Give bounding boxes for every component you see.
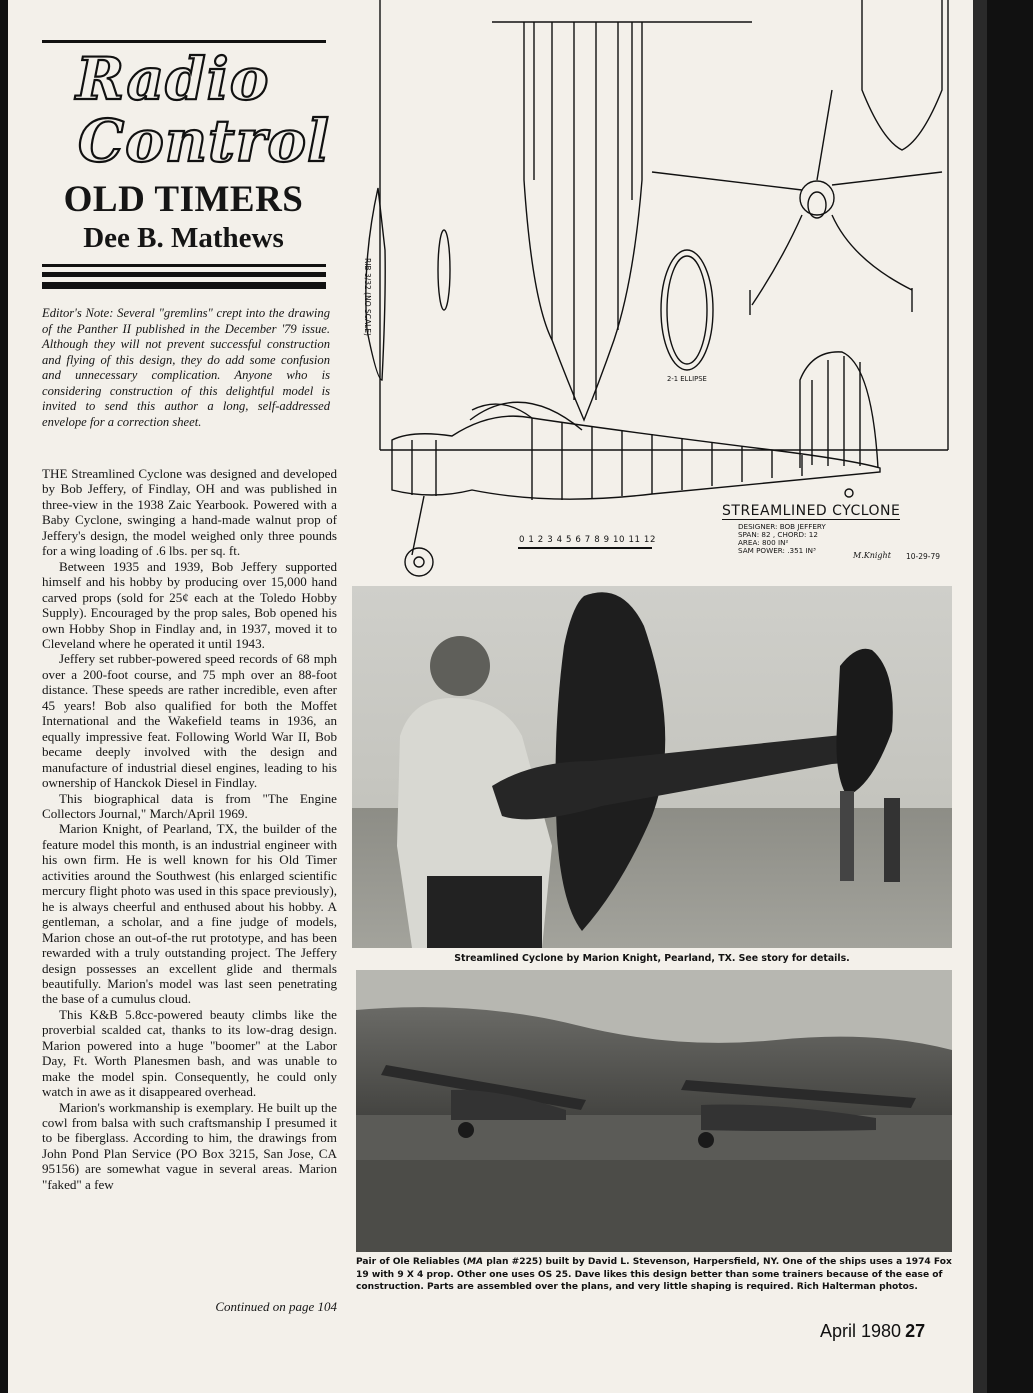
header-rule-top <box>42 40 326 43</box>
plan-spec-designer: DESIGNER: BOB JEFFERY <box>738 522 826 531</box>
photo2-caption-pre: Pair of Ole Reliables ( <box>356 1257 467 1267</box>
author-byline: Dee B. Mathews <box>83 222 284 254</box>
footer-date: April 1980 <box>820 1321 902 1341</box>
plan-ellipse-label: 2-1 ELLIPSE <box>667 375 707 383</box>
plan-spec-span: SPAN: 82 , CHORD: 12 <box>738 530 818 539</box>
plan-spec-power: SAM POWER: .351 IN³ <box>738 546 816 555</box>
header-rule-1 <box>42 264 326 267</box>
photo-ole-reliables <box>356 970 952 1252</box>
plan-signature: M.Knight <box>853 551 891 560</box>
plan-date: 10-29-79 <box>906 552 941 561</box>
photo2-caption-post: plan #225) built by David L. Stevenson, Harpersfield, NY. One of the ships uses a 1974 Fox 19 with 9 X 4 prop. Other one uses OS 25. Dave likes this design better than some trainers because of the ease of construction. Parts are assembled over the plans, and very little shaping is required. Rich Halterman photos. <box>356 1257 952 1293</box>
plan-rib-label: RIB 3/32 (NO SCALE) <box>363 258 372 336</box>
photo-streamlined-cyclone <box>352 586 952 948</box>
article-paragraph: THE Streamlined Cyclone was designed and developed by Bob Jeffery, of Findlay, OH and was published in three-view in the 1938 Zaic Yearbook. Powered with a Baby Cyclone, swinging a hand-made walnut prop of Jeffery's design, the model weighed only three pounds for a wing loading of .6 lbs. per sq. ft. <box>42 466 337 559</box>
plan-scale-label: 0 1 2 3 4 5 6 7 8 9 10 11 12 <box>519 535 657 545</box>
page-footer <box>820 1321 925 1342</box>
editors-note: Editor's Note: Several "gremlins" crept into the drawing of the Panther II published in the December '79 issue. Although they will not prevent successful construction and flying of this design, they do add some confusion and unnecessary complication. Anyone who is considering construction of this delightful model is invited to send this author a long, self-addressed envelope for a correction sheet. <box>42 306 330 429</box>
header-rule-2 <box>42 272 326 277</box>
scan-edge-right <box>973 0 1033 1393</box>
logo-title-control: Control <box>78 107 331 175</box>
logo-title-radio: Radio <box>76 45 270 113</box>
article-paragraph: This K&B 5.8cc-powered beauty climbs like the proverbial scalded cat, thanks to its low-drag design. Marion powered into a huge "boomer" at the Labor Day, Ft. Worth Planesmen bash, and was unable to make the model spin. Consequently, he could only watch in awe as it disappeared overhead. <box>42 1006 337 1100</box>
header-rule-3 <box>42 282 326 289</box>
page-number: 27 <box>905 1321 926 1341</box>
article-body <box>42 466 337 1316</box>
column-subtitle: OLD TIMERS <box>63 179 304 220</box>
column-logo <box>36 45 331 175</box>
photo2-caption-italic: MA <box>466 1257 484 1267</box>
plan-title: STREAMLINED CYCLONE <box>722 503 901 519</box>
photo1-caption: Streamlined Cyclone by Marion Knight, Pearland, TX. See story for details. <box>454 953 850 964</box>
article-paragraph: Marion Knight, of Pearland, TX, the builder of the feature model this month, is an industrial engineer with his own firm. He is well known for his Old Timer activities around the Southwest (his enlarged scientific mercury flight photo was used in this space previously), he is always cheerful and enthused about his hobby. A gentleman, a scholar, and a fine judge of models, Marion chose an out-of-the rut prototype, and has been rewarded with a truly outstanding project. The Jeffery design possesses an excellent glide and thermals beautifully. Marion's model was last seen penetrating the base of a cumulus cloud. <box>42 821 337 1007</box>
article-paragraph: This biographical data is from "The Engine Collectors Journal," March/April 1969. <box>42 790 337 821</box>
article-paragraph: Between 1935 and 1939, Bob Jeffery supported himself and his hobby by producing over 15,000 hand carved props (sold for 25¢ each at the Toledo Hobby Supply). Encouraged by the prop sales, Bob opened his own Hobby Shop in Findlay and, in 1937, moved it to Cleveland where he operated it until 1943. <box>42 558 337 651</box>
scan-edge-left <box>0 0 8 1393</box>
article-paragraph: Jeffery set rubber-powered speed records of 68 mph over a 200-foot course, and 75 mph over an 88-foot distance. These speeds are rather incredible, even after 45 years! Bob also qualified for both the Moffet International and the Wakefield teams in 1936, an equally impressive feat. Following World War II, Bob became deeply involved with the design and manufacture of industrial diesel engines, leading to his ownership of Hanckok Diesel in Findlay. <box>42 651 337 791</box>
plan-spec-area: AREA: 800 IN² <box>738 538 789 547</box>
plan-drawing <box>352 0 952 580</box>
continued-note: Continued on page 104 <box>215 1299 337 1314</box>
photo2-caption <box>356 1256 952 1294</box>
article-paragraph: Marion's workmanship is exemplary. He built up the cowl from balsa with such craftsmanship I presumed it to be fiberglass. According to him, the drawings from John Pond Plan Service (PO Box 3215, San Jose, CA 95156) are somewhat vague in several areas. Marion "faked" a few <box>42 1099 337 1192</box>
